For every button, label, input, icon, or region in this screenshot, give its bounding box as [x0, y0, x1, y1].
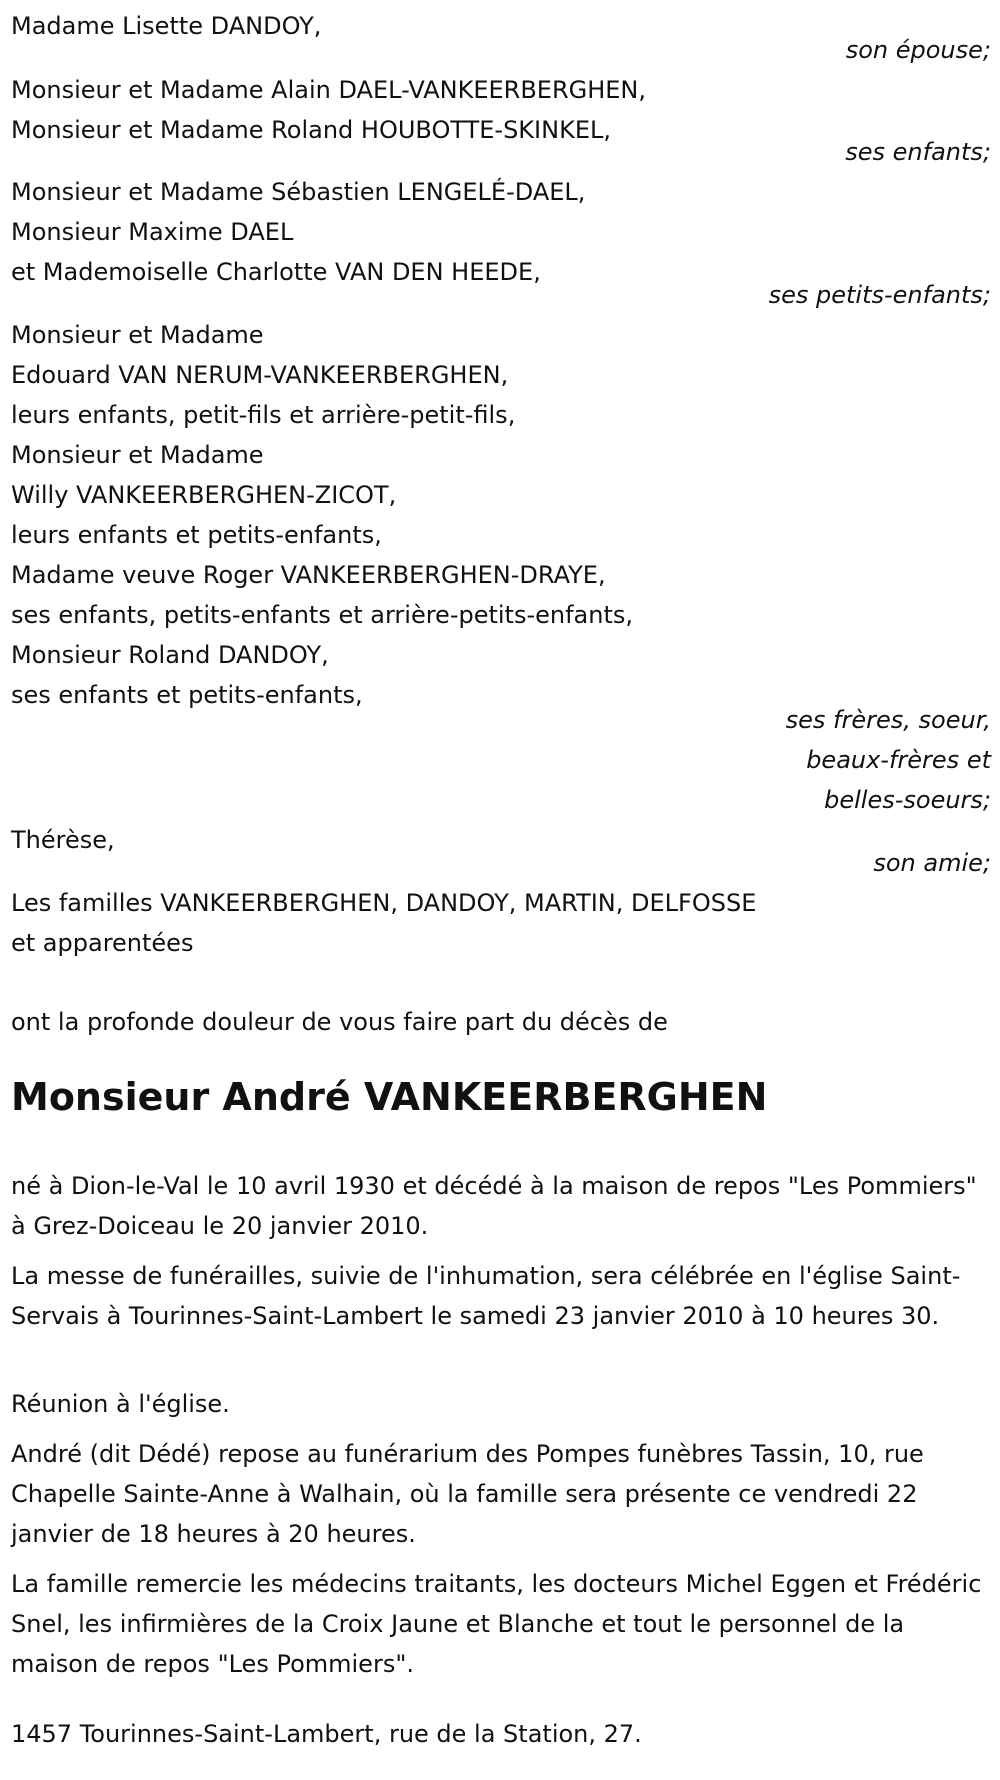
relation-text: belles-soeurs; — [824, 786, 991, 814]
family-line: et Mademoiselle Charlotte VAN DEN HEEDE, — [11, 258, 541, 286]
family-group-children — [11, 70, 991, 150]
family-line: Monsieur et Madame — [11, 321, 264, 349]
family-group-siblings — [11, 315, 991, 715]
relation-label-children — [845, 132, 991, 172]
family-line: leurs enfants et petits-enfants, — [11, 521, 382, 549]
family-line: Monsieur Maxime DAEL — [11, 218, 294, 246]
family-line: Madame veuve Roger VANKEERBERGHEN-DRAYE, — [11, 561, 606, 589]
family-group-spouse — [11, 6, 991, 46]
family-line: Les familles VANKEERBERGHEN, DANDOY, MARTIN, DELFOSSE — [11, 889, 757, 917]
family-line: Thérèse, — [11, 826, 115, 854]
relation-text: ses frères, soeur, — [785, 706, 991, 734]
family-line: Monsieur et Madame Alain DAEL-VANKEERBERGHEN, — [11, 76, 647, 104]
family-line: Monsieur et Madame Sébastien LENGELÉ-DAEL, — [11, 178, 586, 206]
family-line: Monsieur et Madame — [11, 441, 264, 469]
relation-label-friend — [873, 843, 991, 883]
paragraph-funeral-mass: La messe de funérailles, suivie de l'inhumation, sera célébrée en l'église Saint-Servais à Tourinnes-Saint-Lambert le samedi 23 janvier 2010 à 10 heures 30. — [11, 1262, 961, 1330]
family-group-families — [11, 883, 991, 963]
paragraph-meeting: Réunion à l'église. — [11, 1390, 230, 1418]
family-line: Monsieur Roland DANDOY, — [11, 641, 329, 669]
relation-text: beaux-frères et — [806, 746, 991, 774]
family-group-grandchildren — [11, 172, 991, 292]
family-line: Monsieur et Madame Roland HOUBOTTE-SKINKEL, — [11, 116, 611, 144]
address: 1457 Tourinnes-Saint-Lambert, rue de la Station, 27. — [11, 1720, 642, 1748]
family-line: Edouard VAN NERUM-VANKEERBERGHEN, — [11, 361, 509, 389]
family-line: Willy VANKEERBERGHEN-ZICOT, — [11, 481, 397, 509]
relation-label-grandchildren — [769, 275, 991, 315]
family-line: leurs enfants, petit-fils et arrière-petit-fils, — [11, 401, 516, 429]
family-line: Madame Lisette DANDOY, — [11, 12, 322, 40]
deceased-name: Monsieur André VANKEERBERGHEN — [11, 1075, 768, 1119]
announcement-text: ont la profonde douleur de vous faire part du décès de — [11, 1008, 668, 1036]
relation-label-spouse — [846, 30, 991, 70]
relation-text: son épouse; — [845, 36, 991, 64]
paragraph-funerarium: André (dit Dédé) repose au funérarium des Pompes funèbres Tassin, 10, rue Chapelle Sainte-Anne à Walhain, où la famille sera présente ce vendredi 22 janvier de 18 heures à 20 heures. — [11, 1440, 924, 1548]
relation-text: son amie; — [873, 849, 991, 877]
relation-text: ses petits-enfants; — [768, 281, 991, 309]
family-group-friend — [11, 820, 991, 860]
relation-label-siblings — [786, 700, 991, 820]
family-line: et apparentées — [11, 929, 194, 957]
family-line: ses enfants, petits-enfants et arrière-petits-enfants, — [11, 601, 634, 629]
relation-text: ses enfants; — [845, 138, 991, 166]
family-line: ses enfants et petits-enfants, — [11, 681, 363, 709]
paragraph-thanks: La famille remercie les médecins traitants, les docteurs Michel Eggen et Frédéric Snel, les infirmières de la Croix Jaune et Blanche et tout le personnel de la maison de repos "Les Pommiers". — [11, 1570, 982, 1678]
paragraph-birth-death: né à Dion-le-Val le 10 avril 1930 et décédé à la maison de repos "Les Pommiers" à Grez-Doiceau le 20 janvier 2010. — [11, 1172, 977, 1240]
